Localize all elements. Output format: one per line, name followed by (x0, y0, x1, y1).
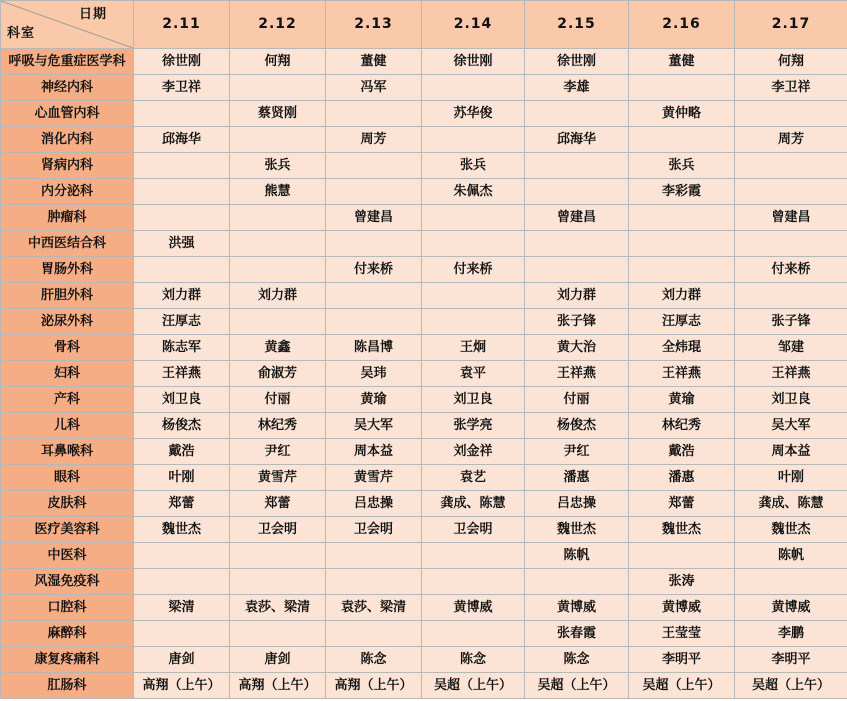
schedule-row (1, 361, 847, 387)
doctor-cell: 吴超（上午） (525, 673, 629, 699)
doctor-cell (422, 283, 525, 309)
doctor-cell (134, 153, 230, 179)
doctor-cell: 邱海华 (134, 127, 230, 153)
doctor-cell: 王祥燕 (629, 361, 735, 387)
department-cell: 神经内科 (1, 75, 134, 101)
doctor-cell: 郑蕾 (230, 491, 326, 517)
date-header-cell: 2.14 (422, 1, 525, 49)
doctor-cell: 唐剑 (134, 647, 230, 673)
doctor-cell: 陈念 (525, 647, 629, 673)
doctor-cell: 叶刚 (735, 465, 847, 491)
doctor-cell (629, 543, 735, 569)
doctor-cell (422, 309, 525, 335)
doctor-cell: 刘力群 (134, 283, 230, 309)
doctor-cell (735, 231, 847, 257)
doctor-cell: 黄博威 (422, 595, 525, 621)
doctor-cell (422, 205, 525, 231)
department-axis-label: 科室 (7, 26, 36, 41)
date-header-cell: 2.16 (629, 1, 735, 49)
doctor-cell: 付来桥 (735, 257, 847, 283)
doctor-cell: 邹建 (735, 335, 847, 361)
doctor-cell: 李明平 (735, 647, 847, 673)
doctor-cell: 魏世杰 (134, 517, 230, 543)
doctor-cell: 黄博威 (525, 595, 629, 621)
doctor-cell: 戴浩 (134, 439, 230, 465)
doctor-cell (525, 153, 629, 179)
doctor-cell (230, 569, 326, 595)
doctor-cell: 郑蕾 (134, 491, 230, 517)
doctor-cell: 汪厚志 (134, 309, 230, 335)
doctor-cell: 张兵 (422, 153, 525, 179)
doctor-cell (134, 257, 230, 283)
header-row (1, 1, 847, 49)
department-cell: 呼吸与危重症医学科 (1, 49, 134, 75)
doctor-cell: 杨俊杰 (525, 413, 629, 439)
doctor-cell: 周芳 (735, 127, 847, 153)
department-cell: 肛肠科 (1, 673, 134, 699)
department-cell: 皮肤科 (1, 491, 134, 517)
doctor-cell: 张兵 (230, 153, 326, 179)
doctor-cell: 唐剑 (230, 647, 326, 673)
doctor-cell (629, 205, 735, 231)
department-cell: 医疗美容科 (1, 517, 134, 543)
doctor-cell (326, 309, 422, 335)
doctor-cell: 曾建昌 (735, 205, 847, 231)
doctor-cell: 陈志军 (134, 335, 230, 361)
schedule-row (1, 309, 847, 335)
doctor-cell: 周本益 (326, 439, 422, 465)
doctor-cell (422, 543, 525, 569)
date-header-cell: 2.15 (525, 1, 629, 49)
doctor-cell: 黄仲略 (629, 101, 735, 127)
doctor-cell: 李彩霞 (629, 179, 735, 205)
department-cell: 消化内科 (1, 127, 134, 153)
doctor-cell (735, 179, 847, 205)
doctor-cell (134, 205, 230, 231)
doctor-cell: 黄鑫 (230, 335, 326, 361)
schedule-row (1, 647, 847, 673)
doctor-cell: 黄雪芹 (326, 465, 422, 491)
doctor-cell (230, 231, 326, 257)
doctor-cell: 苏华俊 (422, 101, 525, 127)
doctor-cell: 刘力群 (629, 283, 735, 309)
doctor-cell: 郑蕾 (629, 491, 735, 517)
department-cell: 康复疼痛科 (1, 647, 134, 673)
doctor-cell: 陈念 (422, 647, 525, 673)
doctor-cell: 袁平 (422, 361, 525, 387)
corner-header-cell (1, 1, 134, 49)
doctor-cell: 曾建昌 (326, 205, 422, 231)
doctor-cell: 吴超（上午） (422, 673, 525, 699)
doctor-cell: 李雄 (525, 75, 629, 101)
doctor-cell (230, 621, 326, 647)
doctor-cell: 刘金祥 (422, 439, 525, 465)
doctor-cell (422, 569, 525, 595)
department-cell: 耳鼻喉科 (1, 439, 134, 465)
doctor-cell: 徐世刚 (422, 49, 525, 75)
doctor-cell (134, 179, 230, 205)
doctor-cell: 何翔 (735, 49, 847, 75)
doctor-cell: 潘惠 (629, 465, 735, 491)
doctor-cell: 卫会明 (422, 517, 525, 543)
doctor-cell (134, 543, 230, 569)
doctor-cell: 吴大军 (326, 413, 422, 439)
doctor-cell: 黄雪芹 (230, 465, 326, 491)
doctor-cell (525, 101, 629, 127)
doctor-cell: 付丽 (525, 387, 629, 413)
schedule-row (1, 387, 847, 413)
doctor-cell: 尹红 (230, 439, 326, 465)
doctor-cell (230, 75, 326, 101)
doctor-cell: 潘惠 (525, 465, 629, 491)
doctor-cell: 卫会明 (230, 517, 326, 543)
schedule-row (1, 179, 847, 205)
schedule-row (1, 621, 847, 647)
doctor-cell (326, 621, 422, 647)
doctor-cell: 张子锋 (735, 309, 847, 335)
schedule-row (1, 283, 847, 309)
doctor-cell (629, 127, 735, 153)
doctor-cell: 吕忠操 (525, 491, 629, 517)
schedule-row (1, 569, 847, 595)
schedule-row (1, 49, 847, 75)
doctor-cell: 蔡贤刚 (230, 101, 326, 127)
doctor-cell (134, 101, 230, 127)
doctor-cell: 高翔（上午） (230, 673, 326, 699)
department-cell: 内分泌科 (1, 179, 134, 205)
doctor-cell (230, 257, 326, 283)
schedule-row (1, 101, 847, 127)
doctor-cell: 龚成、陈慧 (735, 491, 847, 517)
doctor-cell: 洪强 (134, 231, 230, 257)
doctor-cell: 李卫祥 (735, 75, 847, 101)
doctor-cell (629, 75, 735, 101)
doctor-cell: 王炯 (422, 335, 525, 361)
department-cell: 泌尿外科 (1, 309, 134, 335)
doctor-cell: 曾建昌 (525, 205, 629, 231)
schedule-row (1, 335, 847, 361)
doctor-cell (326, 101, 422, 127)
doctor-cell: 高翔（上午） (326, 673, 422, 699)
doctor-cell (422, 127, 525, 153)
doctor-cell (326, 283, 422, 309)
doctor-cell: 冯军 (326, 75, 422, 101)
department-cell: 麻醉科 (1, 621, 134, 647)
doctor-cell: 付丽 (230, 387, 326, 413)
doctor-cell (735, 283, 847, 309)
doctor-cell (230, 127, 326, 153)
doctor-cell: 吴大军 (735, 413, 847, 439)
schedule-row (1, 465, 847, 491)
date-header-cell: 2.11 (134, 1, 230, 49)
doctor-cell: 董健 (326, 49, 422, 75)
doctor-cell (326, 179, 422, 205)
schedule-row (1, 595, 847, 621)
doctor-cell: 王祥燕 (134, 361, 230, 387)
doctor-cell (525, 257, 629, 283)
doctor-cell: 周本益 (735, 439, 847, 465)
doctor-cell: 王祥燕 (735, 361, 847, 387)
department-cell: 风湿免疫科 (1, 569, 134, 595)
schedule-row (1, 439, 847, 465)
doctor-cell (326, 543, 422, 569)
doctor-cell: 张春霞 (525, 621, 629, 647)
doctor-cell: 魏世杰 (629, 517, 735, 543)
department-cell: 中医科 (1, 543, 134, 569)
department-cell: 口腔科 (1, 595, 134, 621)
doctor-cell: 杨俊杰 (134, 413, 230, 439)
department-cell: 中西医结合科 (1, 231, 134, 257)
schedule-row (1, 517, 847, 543)
doctor-cell: 高翔（上午） (134, 673, 230, 699)
doctor-cell (735, 153, 847, 179)
doctor-cell: 王祥燕 (525, 361, 629, 387)
department-cell: 产科 (1, 387, 134, 413)
department-cell: 骨科 (1, 335, 134, 361)
doctor-cell (230, 543, 326, 569)
doctor-cell: 邱海华 (525, 127, 629, 153)
doctor-cell: 吴超（上午） (629, 673, 735, 699)
department-cell: 肾病内科 (1, 153, 134, 179)
doctor-cell (422, 75, 525, 101)
doctor-cell (326, 231, 422, 257)
doctor-cell: 王莹莹 (629, 621, 735, 647)
schedule-row (1, 257, 847, 283)
department-cell: 眼科 (1, 465, 134, 491)
schedule-row (1, 543, 847, 569)
doctor-cell: 刘卫良 (422, 387, 525, 413)
department-cell: 肿瘤科 (1, 205, 134, 231)
schedule-row (1, 673, 847, 699)
doctor-cell (735, 569, 847, 595)
doctor-cell: 刘卫良 (134, 387, 230, 413)
date-header-cell: 2.12 (230, 1, 326, 49)
doctor-cell: 张涛 (629, 569, 735, 595)
doctor-cell (525, 231, 629, 257)
doctor-cell: 徐世刚 (134, 49, 230, 75)
doctor-cell: 周芳 (326, 127, 422, 153)
schedule-body (1, 49, 847, 699)
doctor-cell: 卫会明 (326, 517, 422, 543)
schedule-row (1, 231, 847, 257)
doctor-cell: 黄瑜 (326, 387, 422, 413)
doctor-cell: 俞淑芳 (230, 361, 326, 387)
doctor-cell: 张子锋 (525, 309, 629, 335)
doctor-cell: 张兵 (629, 153, 735, 179)
schedule-row (1, 491, 847, 517)
doctor-cell: 朱佩杰 (422, 179, 525, 205)
doctor-cell: 陈昌博 (326, 335, 422, 361)
department-cell: 妇科 (1, 361, 134, 387)
doctor-cell: 黄大治 (525, 335, 629, 361)
schedule-row (1, 127, 847, 153)
doctor-cell (326, 153, 422, 179)
doctor-cell: 熊慧 (230, 179, 326, 205)
doctor-cell: 全炜琨 (629, 335, 735, 361)
department-cell: 胃肠外科 (1, 257, 134, 283)
doctor-cell: 陈帆 (735, 543, 847, 569)
doctor-cell: 刘力群 (230, 283, 326, 309)
doctor-cell: 袁莎、梁清 (230, 595, 326, 621)
doctor-cell (230, 309, 326, 335)
doctor-cell: 梁清 (134, 595, 230, 621)
doctor-cell: 陈念 (326, 647, 422, 673)
doctor-cell: 吴玮 (326, 361, 422, 387)
doctor-cell (629, 257, 735, 283)
department-cell: 儿科 (1, 413, 134, 439)
doctor-cell: 袁艺 (422, 465, 525, 491)
doctor-cell: 黄博威 (735, 595, 847, 621)
doctor-cell: 林纪秀 (629, 413, 735, 439)
schedule-row (1, 413, 847, 439)
doctor-cell (525, 569, 629, 595)
doctor-cell: 吴超（上午） (735, 673, 847, 699)
doctor-cell: 李卫祥 (134, 75, 230, 101)
doctor-cell: 刘卫良 (735, 387, 847, 413)
doctor-cell: 戴浩 (629, 439, 735, 465)
date-header-cell: 2.13 (326, 1, 422, 49)
doctor-cell (422, 231, 525, 257)
doctor-cell: 汪厚志 (629, 309, 735, 335)
doctor-cell: 魏世杰 (735, 517, 847, 543)
doctor-cell: 陈帆 (525, 543, 629, 569)
doctor-cell: 付来桥 (422, 257, 525, 283)
doctor-cell (735, 101, 847, 127)
doctor-cell: 董健 (629, 49, 735, 75)
doctor-cell: 吕忠操 (326, 491, 422, 517)
doctor-cell (230, 205, 326, 231)
doctor-cell: 何翔 (230, 49, 326, 75)
doctor-cell: 刘力群 (525, 283, 629, 309)
doctor-cell (326, 569, 422, 595)
doctor-cell: 黄瑜 (629, 387, 735, 413)
schedule-row (1, 153, 847, 179)
department-cell: 肝胆外科 (1, 283, 134, 309)
schedule-row (1, 205, 847, 231)
doctor-cell: 李明平 (629, 647, 735, 673)
doctor-cell: 袁莎、梁清 (326, 595, 422, 621)
doctor-cell: 李鹏 (735, 621, 847, 647)
date-axis-label: 日期 (78, 7, 107, 22)
doctor-cell: 龚成、陈慧 (422, 491, 525, 517)
doctor-cell: 林纪秀 (230, 413, 326, 439)
doctor-cell: 叶刚 (134, 465, 230, 491)
date-header-cell: 2.17 (735, 1, 847, 49)
schedule-row (1, 75, 847, 101)
doctor-cell: 付来桥 (326, 257, 422, 283)
doctor-cell: 尹红 (525, 439, 629, 465)
doctor-cell (629, 231, 735, 257)
doctor-cell (525, 179, 629, 205)
doctor-cell: 张学亮 (422, 413, 525, 439)
department-cell: 心血管内科 (1, 101, 134, 127)
doctor-cell: 黄博威 (629, 595, 735, 621)
doctor-cell (134, 621, 230, 647)
doctor-cell (422, 621, 525, 647)
doctor-cell: 徐世刚 (525, 49, 629, 75)
doctor-cell: 魏世杰 (525, 517, 629, 543)
doctor-cell (134, 569, 230, 595)
